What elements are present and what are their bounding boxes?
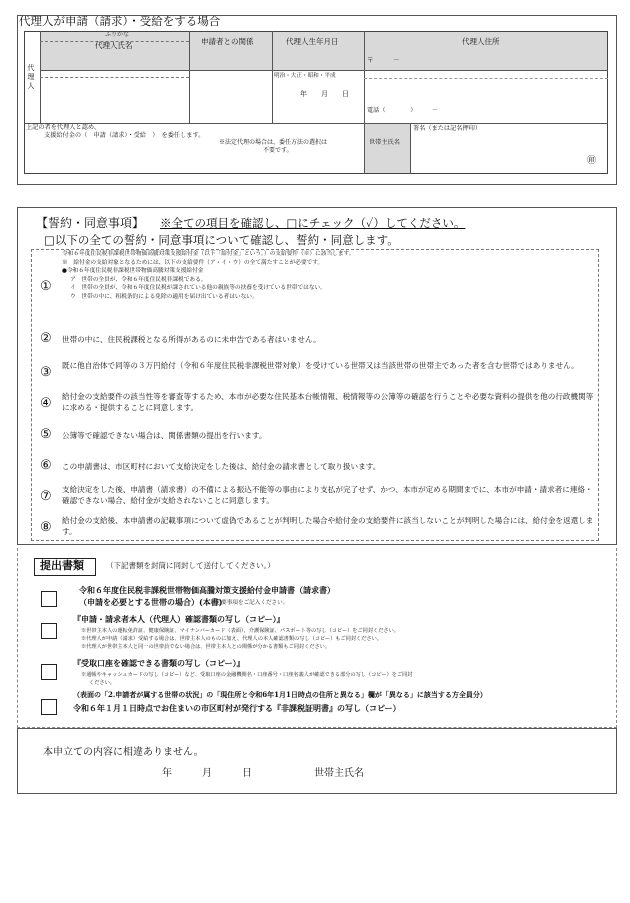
doc-3-note1: ※通帳やキャッシュカードの写し（コピー）など、受取口座の金融機関名・口座番号・口座名義人が確認できる部分の写し（コピー）をご同封 [81, 672, 413, 678]
doc-2-note3: ※代理人が世帯主本人と同一の世帯員でない場合は、世帯主本人との関係が分かる書類もご同封ください。 [81, 644, 331, 650]
item-6-text: この申請書は、市区町村において支給決定をした後は、給付金の請求書として取り扱います。 [62, 462, 381, 471]
legal-note-1: ※法定代理の場合は、委任方法の選択は [219, 139, 328, 146]
col-address: 代理人住所 [462, 37, 500, 46]
legal-note-2: 不要です。 [263, 147, 293, 154]
declaration-householder[interactable]: 世帯主氏名 [314, 768, 364, 779]
item-5-text: 公簿等で確認できない場合は、関係書類の提出を行います。 [62, 431, 267, 440]
era-options[interactable]: 明治・大正・昭和・平成 [274, 73, 336, 79]
phone-field[interactable]: 電話（ ） － [367, 107, 439, 114]
doc-2-note1: ※世帯主本人の運転免許証、健康保険証、マイナンバーカード（表面）、介護保険証、パスポート等の写し（コピー）をご同封ください。 [81, 628, 399, 634]
postal-field[interactable]: 〒 － [367, 56, 400, 64]
item-4-text: 給付金の支給要件の該当性等を審査等するため、本市が必要な住民基本台帳情報、税情報等の公簿等の確認を行うことや必要な資料の提供を他の行政機関等に求める・提供することに同意します。 [62, 392, 594, 412]
proxy-name-field[interactable] [41, 78, 188, 122]
proxy-section [17, 15, 617, 185]
doc-2-note2: ※代理人が申請（請求）受給する場合は、世帯主本人のものに加え、代理人の本人確認書類の写し（コピー）もご同封ください。 [81, 636, 382, 642]
declaration-text: 本申立ての内容に相違ありません。 [43, 747, 204, 758]
item-6-number: ⑥ [40, 458, 52, 473]
declaration-section [17, 728, 617, 794]
doc-4-line2: 令和６年１月１日時点でお住まいの市区町村が発行する『非課税証明書』の写し（コピー） [73, 703, 401, 713]
signature-label: 署名（または記名押印） [413, 125, 482, 132]
householder-label: 世帯主氏名 [369, 139, 400, 146]
declaration-date[interactable]: 年 月 日 [162, 768, 252, 779]
doc-1-note: ※必要事項をご記入ください。 [210, 600, 289, 606]
doc-1-line1: 令和６年度住民税非課税世帯物価高騰対策支援給付金申請書（請求書） [79, 585, 335, 595]
item-1-text: 令和６年度住民税非課税世帯物価高騰対策支援給付金（以下「給付金」という。）の支給要件（※）に該当します。 ※ 給付金の支給対象となるためには、以下の支給要件（ア・イ・ウ）の全て満たすことが必要です。 ●令和６年度住民税非課税世帯物価高騰対策支援給付金 ア 世帯の全員が、令和６年度住民税非課税である。 イ 世帯の全員が、令和６年度住民税が課されている他の親族等の扶養を受けている世帯ではない。 ウ 世帯の中に、租税条約による免除の適用を届け出ている者はいない。 [62, 251, 355, 300]
doc-3-title: 『受取口座を確認できる書類の写し（コピー）』 [73, 658, 245, 668]
delegate-line2[interactable]: 支援給付金の（ 申請（請求）・受給 ） を委任します。 [44, 132, 205, 139]
item-5-number: ⑤ [40, 427, 52, 442]
col-proxy-name: 代理人氏名 [95, 41, 133, 50]
proxy-relation-field[interactable] [190, 71, 271, 122]
item-8-number: ⑧ [40, 520, 52, 535]
doc-2-title: 『申請・請求者本人（代理人）確認書類の写し（コピー）』 [73, 614, 285, 624]
item-4-number: ④ [40, 396, 52, 411]
item-7-number: ⑦ [40, 489, 52, 504]
pledge-heading: 【誓約・同意事項】 [36, 216, 145, 230]
item-1-number: ① [40, 279, 52, 294]
item-7-text: 支給決定をした後、申請書（請求書）の不備による振込不能等の事由により支払が完了せず、かつ、本市が定める期間までに、本市が申請・請求者に連絡・確認できない場合、給付金が支給されないことに同意します。 [62, 485, 593, 505]
proxy-side-label: 代理人 [27, 64, 35, 91]
item-2-text: 世帯の中に、住民税課税となる所得があるのに未申告である者はいません。 [62, 335, 321, 344]
item-3-text: 既に他自治体で同等の３万円給付（令和６年度住民税非課税世帯対象）を受けている世帯又は当該世帯の世帯主であった者を含む世帯ではありません。 [62, 361, 579, 370]
documents-note: （下記書類を封筒に同封して送付してください。） [106, 561, 275, 570]
item-2-number: ② [40, 331, 52, 346]
documents-heading: 提出書類 [40, 559, 84, 572]
seal-mark: ㊞ [587, 156, 597, 166]
doc-4-checkbox[interactable] [41, 699, 57, 715]
col-birth: 代理人生年月日 [286, 37, 339, 46]
pledge-confirm-checkbox[interactable]: □以下の全ての誓約・同意事項について確認し、誓約・同意します。 [44, 233, 399, 247]
delegate-line1: 上記の者を代理人と認め、 [26, 124, 101, 131]
birth-ymd[interactable]: 年 月 日 [300, 90, 349, 98]
furigana-label: ふりがな [105, 31, 130, 38]
doc-1-line2: （申請を必要とする世帯の場合）(本書) [79, 597, 223, 607]
pledge-instruction: ※全ての項目を確認し、□にチェック（✓）してください。 [160, 216, 466, 230]
proxy-title: 代理人が申請（請求）・受給をする場合 [19, 14, 221, 28]
signature-field[interactable] [411, 133, 607, 173]
doc-4-line1: （表面の「2.申請者が属する世帯の状況」の「現住所と令和6年1月1日時点の住所と異なる」欄が「異なる」に該当する方全員分） [73, 690, 487, 699]
doc-3-checkbox[interactable] [41, 664, 57, 680]
item-3-number: ③ [40, 365, 52, 380]
doc-1-checkbox[interactable] [41, 591, 57, 607]
doc-3-note2: ください。 [89, 680, 115, 686]
proxy-address-field[interactable] [366, 79, 606, 105]
item-8-text: 給付金の支給後、本申請書の記載事項について虚偽であることが判明した場合や給付金の支給要件に該当しないことが判明した場合には、給付金を返還します。 [62, 516, 594, 536]
col-relation: 申請者との関係 [201, 37, 254, 46]
doc-2-checkbox[interactable] [41, 623, 57, 639]
